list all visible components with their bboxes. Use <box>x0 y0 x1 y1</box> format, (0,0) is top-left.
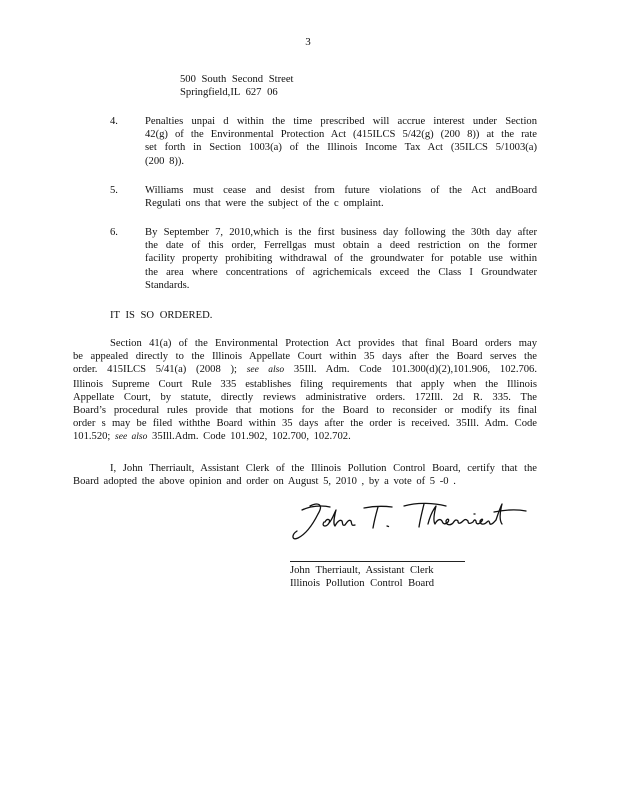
item-line: (200 8)). <box>145 155 185 167</box>
page-number: 3 <box>305 36 311 48</box>
item-text <box>145 115 537 168</box>
see-also-italic: see also <box>115 432 148 443</box>
paragraph-line: Section 41(a) of the Environmental Protection Act provides that final Board orders may <box>110 338 537 349</box>
item-line: 42(g) of the Environmental Protection Act (415ILCS 5/42(g) (200 8)) at the rate <box>145 129 537 141</box>
item-line: Standards. <box>145 279 190 291</box>
item-line: facility property prohibiting withdrawal of the groundwater for potable use within <box>145 253 537 265</box>
certification-paragraph <box>73 462 537 488</box>
paragraph-line: I, John Therriault, Assistant Clerk of the Illinois Pollution Control Board, certify that the <box>110 463 537 474</box>
item-line: Regulati ons that were the subject of the c omplaint. <box>145 198 384 210</box>
signer-block <box>290 564 510 590</box>
paragraph-line: order s may be filed withthe Board within 35 days after the order is received. 35Ill. Adm. Code <box>73 418 537 430</box>
item-text <box>145 226 537 292</box>
citation-text: 35Ill. Adm. Code 101.300(d)(2),101.906, 102.706. <box>293 364 537 376</box>
item-line: Williams must cease and desist from future violations of the Act andBoard <box>145 185 537 196</box>
citation-text: order. 415ILCS 5/41(a) (2008 ); <box>73 364 237 376</box>
order-item-4 <box>110 115 538 168</box>
signer-organization: Illinois Pollution Control Board <box>290 578 435 590</box>
paragraph-line <box>73 430 537 444</box>
item-number: 4. <box>110 116 118 127</box>
address-block <box>180 73 380 99</box>
paragraph-line: be appealed directly to the Illinois Appellate Court within 35 days after the Board serves the <box>73 351 537 363</box>
item-line: the date of this order, Ferrellgas must obtain a deed restriction on the former <box>145 240 537 252</box>
signer-name-title: John Therriault, Assistant Clerk <box>290 565 434 576</box>
handwritten-signature <box>288 494 538 544</box>
citation-text: 101.520; <box>73 431 111 443</box>
paragraph-line <box>73 363 537 377</box>
order-item-5 <box>110 184 538 210</box>
see-also-italic: see also <box>246 365 285 376</box>
appeal-paragraph <box>73 337 537 445</box>
paragraph-line: Illinois Supreme Court Rule 335 establishes filing requirements that apply when the Illinois <box>73 378 537 390</box>
signature-line <box>290 561 465 562</box>
item-line: the area where concentrations of agrichemicals exceed the Class I Groundwater <box>145 266 537 278</box>
citation-text: 35Ill.Adm. Code 101.902, 102.700, 102.702. <box>152 431 351 443</box>
paragraph-line: Board adopted the above opinion and order on August 5, 2010 , by a vote of 5 -0 . <box>73 476 456 488</box>
order-item-6 <box>110 226 538 292</box>
item-text <box>145 184 537 210</box>
paragraph-line: Appellate Court, by statute, directly reviews administrative orders. 172Ill. 2d R. 335. The <box>73 391 537 403</box>
address-line-1: 500 South Second Street <box>180 74 294 85</box>
item-number: 6. <box>110 227 118 238</box>
address-line-2: Springfield,IL 627 06 <box>180 87 278 99</box>
so-ordered-heading: IT IS SO ORDERED. <box>110 310 213 321</box>
paragraph-line: Board’s procedural rules provide that motions for the Board to reconsider or modify its final <box>73 405 537 417</box>
item-line: By September 7, 2010,which is the first business day following the 30th day after <box>145 227 537 238</box>
item-line: Penalties unpai d within the time prescribed will accrue interest under Section <box>145 116 537 127</box>
item-number: 5. <box>110 185 118 196</box>
item-line: set forth in Section 1003(a) of the Illinois Income Tax Act (35ILCS 5/1003(a) <box>145 142 537 154</box>
